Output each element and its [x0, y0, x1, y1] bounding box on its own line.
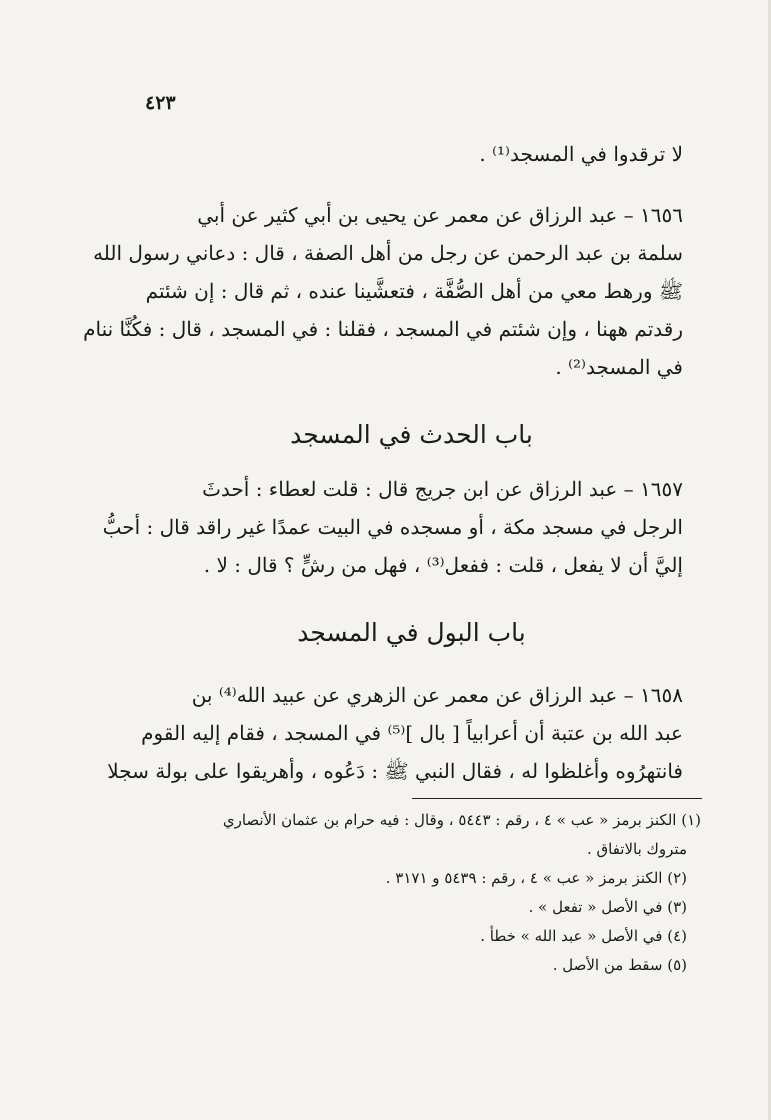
footnote: (٣) في الأصل « تفعل » . — [528, 898, 687, 916]
footnote: (٤) في الأصل « عبد الله » خطأ . — [480, 927, 687, 945]
text-line: فانتهرُوه وأغلظوا له ، فقال النبي ﷺ : دَعُوه ، وأهريقوا على بولة سجلا — [107, 759, 683, 783]
text-line: الرجل في مسجد مكة ، أو مسجده في البيت عمدًا غير راقد قال : أحبُّ — [102, 515, 683, 539]
text-line: ١٦٥٨ – عبد الرزاق عن معمر عن الزهري عن عبيد الله⁽⁴⁾ بن — [191, 683, 683, 707]
text-line: سلمة بن عبد الرحمن عن رجل من أهل الصفة ، قال : دعاني رسول الله — [93, 241, 683, 265]
paragraph-continuation — [140, 135, 683, 173]
chapter-heading: باب الحدث في المسجد — [290, 420, 533, 449]
text-line: عبد الله بن عتبة أن أعرابياً [ بال ]⁽⁵⁾ في المسجد ، فقام إليه القوم — [141, 721, 683, 745]
text-line: في المسجد⁽²⁾ . — [555, 355, 683, 379]
footnote-separator — [412, 798, 702, 799]
footnotes — [140, 806, 701, 980]
text-line: ﷺ ورهط معي من أهل الصُّفَّة ، فتعشَّينا عنده ، ثم قال : إن شئتم — [145, 279, 683, 303]
text-line: لا ترقدوا في المسجد⁽¹⁾ . — [479, 142, 683, 166]
footnote: (١) الكنز برمز « عب » ٤ ، رقم : ٥٤٤٣ ، وقال : فيه حرام بن عثمان الأنصاري — [222, 811, 701, 829]
hadith-1656 — [83, 196, 683, 386]
text-line: رقدتم ههنا ، وإن شئتم في المسجد ، فقلنا : في المسجد ، قال : فكُنَّا ننام — [83, 317, 683, 341]
footnote: (٢) الكنز برمز « عب » ٤ ، رقم : ٥٤٣٩ و ٣١٧١ . — [385, 869, 687, 887]
hadith-1658 — [107, 676, 683, 790]
hadith-1657 — [102, 470, 683, 584]
footnote-continuation: متروك بالاتفاق . — [586, 840, 687, 858]
page-number: ٤٢٣ — [145, 92, 176, 114]
text-line: إليَّ أن لا يفعل ، قلت : ففعل⁽³⁾ ، فهل من رشٍّ ؟ قال : لا . — [203, 553, 683, 577]
text-line: ١٦٥٦ – عبد الرزاق عن معمر عن يحيى بن أبي كثير عن أبي — [197, 203, 683, 227]
chapter-heading: باب البول في المسجد — [297, 618, 526, 647]
text-line: ١٦٥٧ – عبد الرزاق عن ابن جريج قال : قلت لعطاء : أحدثَ — [202, 477, 683, 501]
footnote: (٥) سقط من الأصل . — [552, 956, 687, 974]
